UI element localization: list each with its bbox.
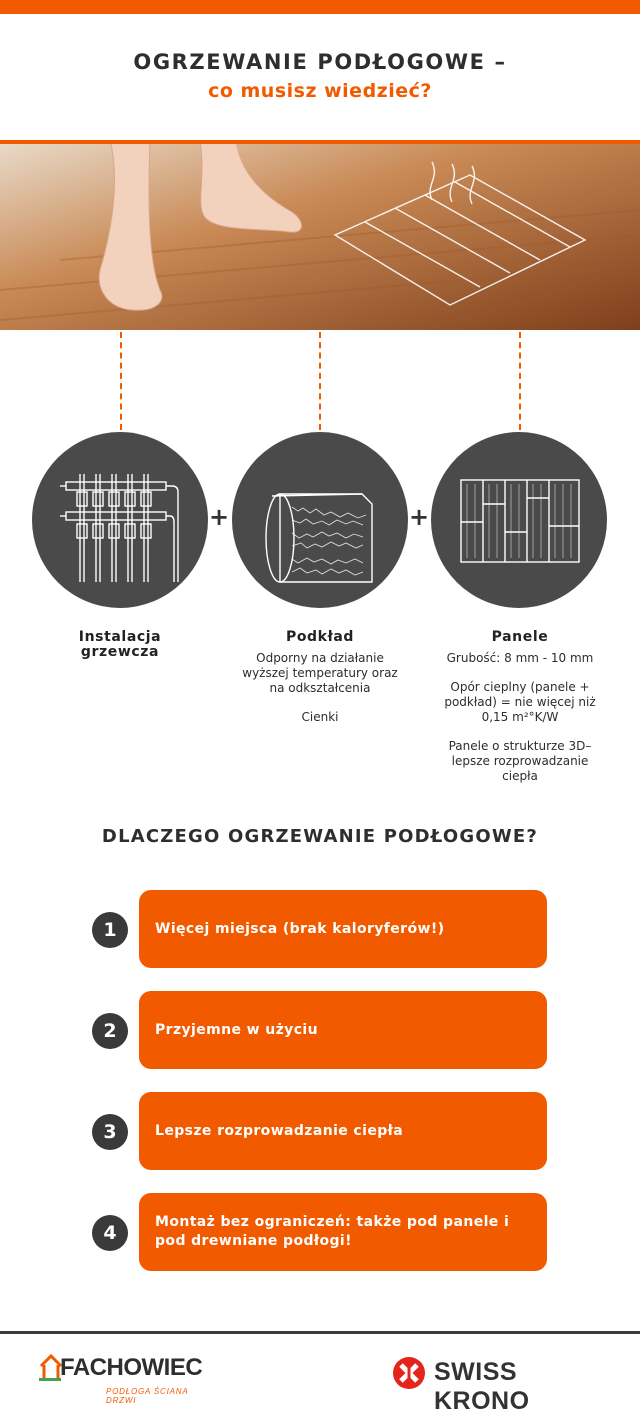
underlay-column bbox=[235, 630, 405, 725]
panels-desc-2: Opór cieplny (panele + podkład) = nie więcej niż 0,15 m²°K/W bbox=[444, 680, 596, 724]
reason-number-1: 1 bbox=[92, 912, 128, 948]
panels-title: Panele bbox=[491, 629, 549, 645]
underlay-desc-1: Odporny na działanie wyższej temperatury oraz na odkształcenia bbox=[242, 651, 398, 695]
reason-text-2: Przyjemne w użyciu bbox=[155, 1021, 318, 1038]
panels-icon bbox=[431, 432, 607, 608]
panels-column bbox=[432, 630, 608, 784]
reason-text-4: Montaż bez ograniczeń: także pod panele i pod drewniane podłogi! bbox=[155, 1214, 510, 1249]
connector-line-3 bbox=[519, 332, 521, 430]
underlay-title: Podkład bbox=[285, 629, 355, 645]
connector-line-1 bbox=[120, 332, 122, 430]
reason-box-1 bbox=[139, 890, 547, 968]
footer-divider bbox=[0, 1331, 640, 1334]
reason-box-3 bbox=[139, 1092, 547, 1170]
fachowiec-brand: FACHOWIEC bbox=[60, 1354, 203, 1381]
underlay-roll-icon bbox=[232, 432, 408, 608]
hero-top-line bbox=[0, 140, 640, 144]
connector-line-2 bbox=[319, 332, 321, 430]
panels-desc-1: Grubość: 8 mm - 10 mm bbox=[446, 651, 594, 665]
hero-floor-image bbox=[0, 140, 640, 330]
underlay-desc-2: Cienki bbox=[301, 710, 339, 724]
panels-desc-3: Panele o strukturze 3D– lepsze rozprowadzanie ciepła bbox=[448, 739, 592, 783]
reason-box-4 bbox=[139, 1193, 547, 1271]
swiss-krono-brand: SWISS KRONO bbox=[434, 1358, 530, 1415]
swiss-krono-logo[interactable] bbox=[390, 1354, 610, 1415]
reason-text-1: Więcej miejsca (brak kaloryferów!) bbox=[155, 920, 445, 937]
plus-sign-1: + bbox=[208, 503, 230, 531]
why-section-title: DLACZEGO OGRZEWANIE PODŁOGOWE? bbox=[101, 826, 539, 847]
reason-number-4: 4 bbox=[92, 1215, 128, 1251]
top-accent-bar bbox=[0, 0, 640, 14]
manifold-icon bbox=[32, 432, 208, 608]
panels-circle bbox=[431, 432, 607, 608]
title-line-1: OGRZEWANIE PODŁOGOWE – bbox=[133, 50, 507, 74]
page-title bbox=[0, 50, 640, 102]
fachowiec-tagline: PODŁOGA ŚCIANA DRZWI bbox=[106, 1387, 189, 1405]
plus-sign-2: + bbox=[408, 503, 430, 531]
installation-circle bbox=[32, 432, 208, 608]
underlay-circle bbox=[232, 432, 408, 608]
installation-title: Instalacja grzewcza bbox=[78, 629, 162, 660]
fachowiec-logo[interactable] bbox=[38, 1352, 208, 1405]
reason-text-3: Lepsze rozprowadzanie ciepła bbox=[155, 1122, 404, 1139]
reason-box-2 bbox=[139, 991, 547, 1069]
floor-illustration bbox=[0, 140, 640, 330]
reason-number-2: 2 bbox=[92, 1013, 128, 1049]
swiss-krono-mark-icon bbox=[392, 1356, 426, 1390]
installation-column bbox=[60, 630, 180, 666]
reason-number-3: 3 bbox=[92, 1114, 128, 1150]
title-line-2: co musisz wiedzieć? bbox=[208, 80, 432, 102]
